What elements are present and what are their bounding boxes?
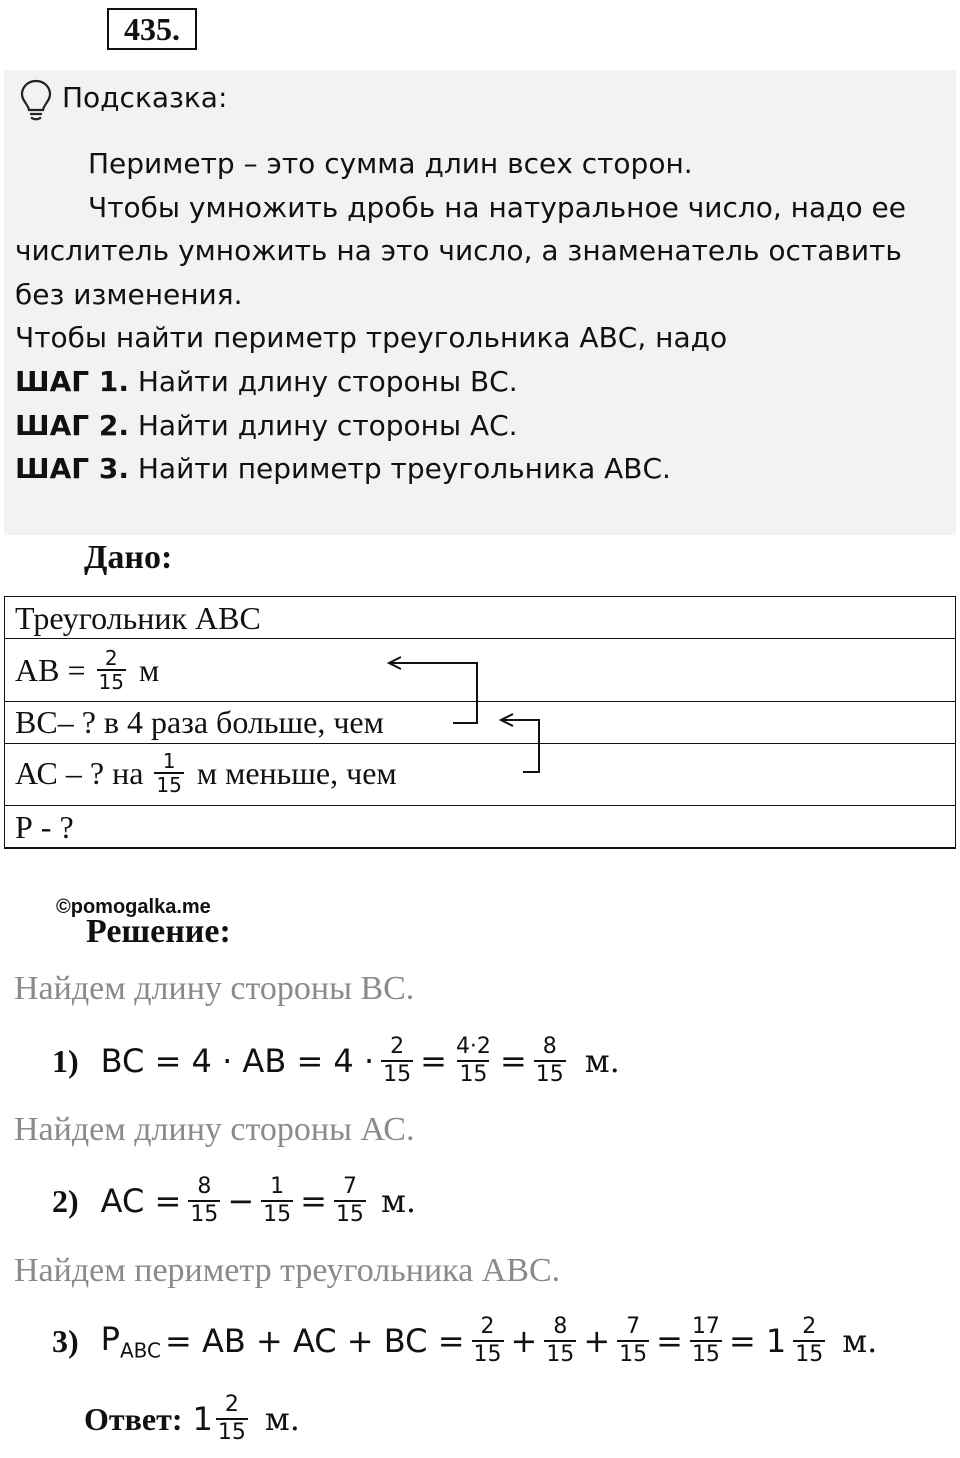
numerator: 1	[270, 1174, 285, 1199]
hint-line: без изменения.	[15, 278, 243, 311]
numerator: 8	[553, 1314, 568, 1339]
numerator: 7	[626, 1314, 641, 1339]
denominator: 15	[795, 1342, 824, 1367]
hint-step	[15, 364, 518, 400]
denominator: 15	[473, 1342, 502, 1367]
operator: +	[583, 1322, 611, 1360]
operator: =	[499, 1042, 527, 1080]
symbol-subscript: ABC	[119, 1338, 161, 1363]
hint-line: Периметр – это сумма длин всех сторон.	[88, 147, 693, 180]
denominator: 15	[459, 1062, 488, 1087]
step-label: ШАГ 3.	[15, 452, 129, 485]
fraction	[534, 1034, 566, 1088]
unit: м.	[264, 1400, 300, 1438]
fraction	[381, 1034, 413, 1088]
given-text: Р - ?	[15, 809, 74, 845]
answer-whole: 1	[192, 1400, 213, 1438]
step-label: ШАГ 1.	[15, 365, 129, 398]
fraction	[216, 1392, 248, 1446]
fraction	[261, 1174, 293, 1228]
unit: м	[138, 651, 160, 688]
hint-line: Чтобы найти периметр треугольника АВС, надо	[15, 321, 728, 354]
operator: = 1	[728, 1322, 787, 1360]
denominator: 15	[263, 1202, 292, 1227]
ac-prefix: АС – ? на	[15, 754, 152, 791]
denominator: 15	[535, 1062, 564, 1087]
equation-1	[52, 1034, 624, 1088]
numerator: 1	[162, 749, 176, 773]
step-description: Найдем периметр треугольника АВС.	[14, 1252, 561, 1289]
given-title: Дано:	[84, 539, 173, 576]
hint-line: Чтобы умножить дробь на натуральное число, надо ее	[88, 191, 906, 224]
step-description: Найдем длину стороны ВС.	[14, 970, 415, 1007]
numerator: 7	[342, 1174, 357, 1199]
numerator: 8	[197, 1174, 212, 1199]
equation-2	[52, 1174, 420, 1228]
hint-box	[4, 70, 956, 535]
solution-title: Решение:	[86, 913, 231, 950]
given-text: Треугольник АВС	[15, 600, 261, 636]
ab-prefix: АВ =	[15, 651, 94, 688]
fraction	[793, 1314, 825, 1368]
denominator: 15	[156, 773, 182, 797]
hint-line: числитель умножить на это число, а знаменатель оставить	[15, 234, 902, 267]
fraction	[188, 1174, 220, 1228]
denominator: 15	[217, 1420, 246, 1445]
given-table	[4, 596, 956, 849]
denominator: 15	[619, 1342, 648, 1367]
symbol-p: P	[100, 1319, 120, 1358]
denominator: 15	[190, 1202, 219, 1227]
fraction	[544, 1314, 576, 1368]
numerator: 4·2	[455, 1034, 491, 1059]
perimeter-symbol	[101, 1320, 161, 1362]
operator: −	[227, 1182, 255, 1220]
equation-3	[52, 1314, 881, 1368]
relation-arrows	[5, 597, 957, 849]
fraction	[454, 1034, 493, 1088]
fraction	[617, 1314, 649, 1368]
lightbulb-icon	[19, 78, 53, 122]
step-text: Найти периметр треугольника АВС.	[128, 452, 671, 485]
expr: BC = 4 · AB = 4 ·	[100, 1042, 375, 1080]
numerator: 2	[390, 1034, 405, 1059]
unit: м.	[584, 1042, 620, 1080]
expr: = AB + AC + BC =	[164, 1322, 465, 1360]
unit: м.	[380, 1182, 416, 1220]
denominator: 15	[335, 1202, 364, 1227]
hint-step	[15, 451, 671, 487]
step-description: Найдем длину стороны АС.	[14, 1111, 415, 1148]
operator: =	[300, 1182, 327, 1220]
denominator: 15	[383, 1062, 412, 1087]
fraction	[690, 1314, 722, 1368]
numerator: 8	[542, 1034, 557, 1059]
hint-step	[15, 408, 518, 444]
step-text: Найти длину стороны ВС.	[128, 365, 518, 398]
answer	[84, 1392, 300, 1446]
numerator: 2	[480, 1314, 495, 1339]
operator: =	[420, 1042, 447, 1080]
expr: AC =	[100, 1182, 182, 1220]
hint-title: Подсказка:	[62, 81, 228, 114]
ac-suffix: м меньше, чем	[196, 754, 397, 791]
step-label: ШАГ 2.	[15, 409, 129, 442]
unit: м.	[842, 1322, 878, 1360]
given-text: ВС– ? в 4 раза больше, чем	[15, 704, 384, 740]
denominator: 15	[691, 1342, 720, 1367]
numerator: 2	[224, 1392, 239, 1417]
numerator: 2	[104, 646, 118, 670]
step-number: 1)	[52, 1042, 79, 1079]
operator: =	[656, 1322, 683, 1360]
step-number: 3)	[52, 1322, 79, 1359]
numerator: 2	[802, 1314, 817, 1339]
denominator: 15	[546, 1342, 575, 1367]
fraction	[334, 1174, 366, 1228]
answer-label: Ответ:	[84, 1400, 183, 1437]
watermark: ©pomogalka.me	[56, 896, 211, 918]
operator: +	[510, 1322, 538, 1360]
step-text: Найти длину стороны АС.	[128, 409, 518, 442]
numerator: 17	[691, 1314, 720, 1339]
denominator: 15	[98, 670, 124, 694]
task-number: 435.	[107, 8, 197, 50]
fraction	[472, 1314, 504, 1368]
step-number: 2)	[52, 1182, 79, 1219]
